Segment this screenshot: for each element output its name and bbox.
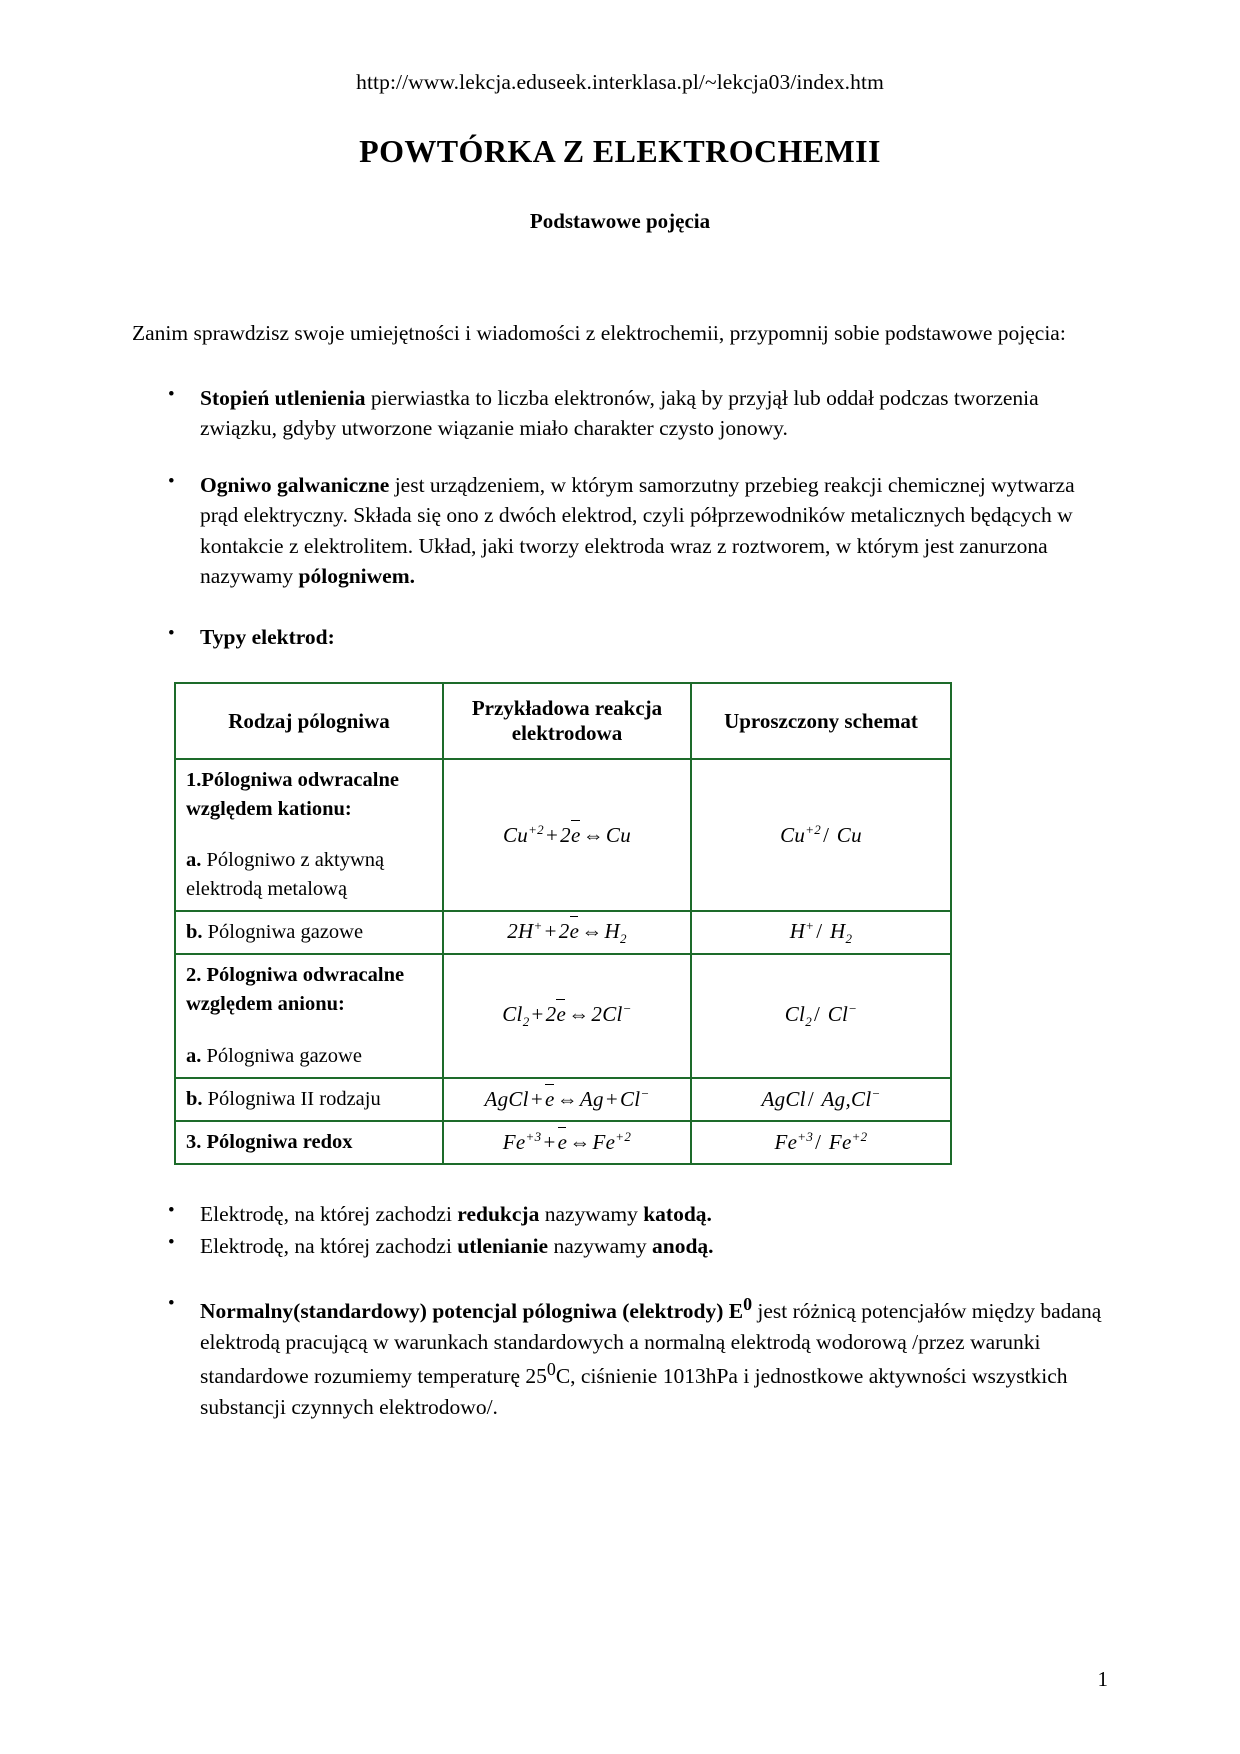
scheme-fe: $Fe^{+3}/$ $Fe^{+2}$ [774,1129,868,1155]
subtype-a-prefix: a. [186,1044,202,1067]
subtype-b-prefix: b. [186,921,203,944]
table-row [175,1121,951,1164]
bullet-text-mid: nazywamy [539,1201,644,1226]
cell-category-kation [175,759,443,911]
page-title: POWTÓRKA Z ELEKTROCHEMII [359,133,881,169]
page-number: 1 [1097,1667,1108,1691]
scheme-h2: H+/ $H_2$ [789,918,853,947]
definition-bullet-list [132,1199,1108,1422]
degree-superscript: 0 [546,1359,556,1380]
subtype-b-label: Pólogniwa II rodzaju [202,1087,381,1110]
final-bullet-body-2: C, ciśnienie 1013hPa i jednostkowe aktywności wszystkich substancji czynnych elektrodowo/. [200,1364,1068,1419]
bullet-lead-term: Ogniwo galwaniczne [200,472,390,497]
cell-reaction-fe [443,1121,691,1164]
column-header-reakcja: Przykładowa reakcja elektrodowa [443,683,691,759]
cell-reaction-cu [443,759,691,911]
bullet-bold-redukcja: redukcja [457,1201,540,1226]
bullet-stopien-utlenienia [132,383,1108,444]
intro-paragraph: Zanim sprawdzisz swoje umiejętności i wiadomości z elektrochemii, przypomnij sobie podstawowe pojęcia: [132,321,1066,345]
equation-agcl-reduction: AgCl+e⇔Ag+Cl− [484,1086,650,1112]
scheme-cl2: $Cl_2/$ Cl− [784,1001,858,1030]
bullet-text-pre: Elektrodę, na której zachodzi [200,1201,458,1226]
scheme-cu: $Cu^{+2}/$ Cu [780,821,862,847]
equation-fe-reduction: $Fe^{+3}+e\Leftrightarrow Fe^{+2}$ [502,1129,632,1155]
cell-scheme-agcl [691,1078,951,1121]
equation-cl2-reduction: $Cl_2+2e\Leftrightarrow 2Cl^-$ [502,1001,632,1030]
subtype-a-label: Pólogniwo z aktywną elektrodą metalową [186,848,385,900]
bullet-bold-katoda: katodą. [643,1201,712,1226]
bullet-text-pre: Elektrodę, na której zachodzi [200,1234,458,1259]
bullet-lead-term: Typy elektrod: [200,624,335,649]
cell-reaction-cl2 [443,954,691,1077]
cell-scheme-fe [691,1121,951,1164]
subtype-a [186,846,432,904]
bullet-bold-anoda: anodą. [651,1234,714,1259]
table-row [175,1078,951,1121]
cell-reaction-h2 [443,911,691,954]
cell-subtype-b-gazowe-kation [175,911,443,954]
final-bullet-lead: Normalny(standardowy) potencjal pólogniwa (elektrody) E [200,1299,744,1324]
bullet-text-mid: nazywamy [548,1234,652,1259]
category-title: 3. Pólogniwa redox [186,1130,353,1153]
bullet-bold-utlenianie: utlenianie [457,1234,549,1259]
bullet-katoda [132,1199,1108,1230]
electrode-types-table [174,682,952,1165]
subtype-b-label: Pólogniwa gazowe [202,921,364,944]
cell-subtype-b-ii-rodzaju [175,1078,443,1121]
table-row [175,759,951,911]
concept-bullet-list [132,383,1108,653]
cell-category-anion [175,954,443,1077]
column-header-schemat: Uproszczony schemat [691,683,951,759]
cell-reaction-agcl [443,1078,691,1121]
column-header-rodzaj: Rodzaj pólogniwa [175,683,443,759]
bullet-potencjal-normalny [132,1292,1108,1422]
bullet-body-text: pierwiastka to liczba elektronów, jaką by przyjął lub oddał podczas tworzenia związku, gdyby utworzone wiązanie miało charakter czysto jonowy. [200,385,1039,441]
equation-h2-reduction: $2H^++2e\Leftrightarrow H_2$ [507,918,627,947]
equation-cu-reduction: $Cu^{+2}+2e\Leftrightarrow Cu$ [502,821,632,847]
bullet-tail-term: pólogniwem. [298,564,415,589]
bullet-lead-term: Stopień utlenienia [200,385,366,410]
bullet-ogniwo-galwaniczne [132,470,1108,592]
subtype-b-prefix: b. [186,1087,203,1110]
source-url: http://www.lekcja.eduseek.interklasa.pl/~lekcja03/index.htm [356,70,884,94]
bullet-anoda [132,1231,1108,1262]
page-subtitle: Podstawowe pojęcia [529,209,711,233]
table-row [175,954,951,1077]
final-bullet-body: jest różnicą potencjałów między badaną elektrodą pracującą w warunkach standardowych a normalną elektrodą wodorową /przez warunki standardowe rozumiemy temperaturę 25 [200,1299,1102,1389]
category-title: 1.Pólogniwa odwracalne względem kationu: [186,768,399,820]
subtype-a [186,1042,432,1071]
category-title: 2. Pólogniwa odwracalne względem anionu: [186,964,405,1016]
cell-category-redox [175,1121,443,1164]
table-header-row [175,683,951,759]
cell-scheme-h2 [691,911,951,954]
bullet-body-text: jest urządzeniem, w którym samorzutny przebieg reakcji chemicznej wytwarza prąd elektryczny. Składa się ono z dwóch elektrod, czyli półprzewodników metalicznych będących w kontakcie z elektrolitem. Układ, jaki tworzy elektroda wraz z roztworem, w którym jest zanurzona nazywamy [200,472,1075,589]
subtype-a-prefix: a. [186,848,202,871]
final-bullet-superscript: 0 [743,1293,753,1314]
table-row [175,911,951,954]
cell-scheme-cl2 [691,954,951,1077]
bullet-typy-elektrod [132,622,1108,653]
cell-scheme-cu [691,759,951,911]
subtype-a-label: Pólogniwa gazowe [201,1044,362,1067]
scheme-agcl: AgCl/ Ag,Cl− [761,1086,881,1112]
